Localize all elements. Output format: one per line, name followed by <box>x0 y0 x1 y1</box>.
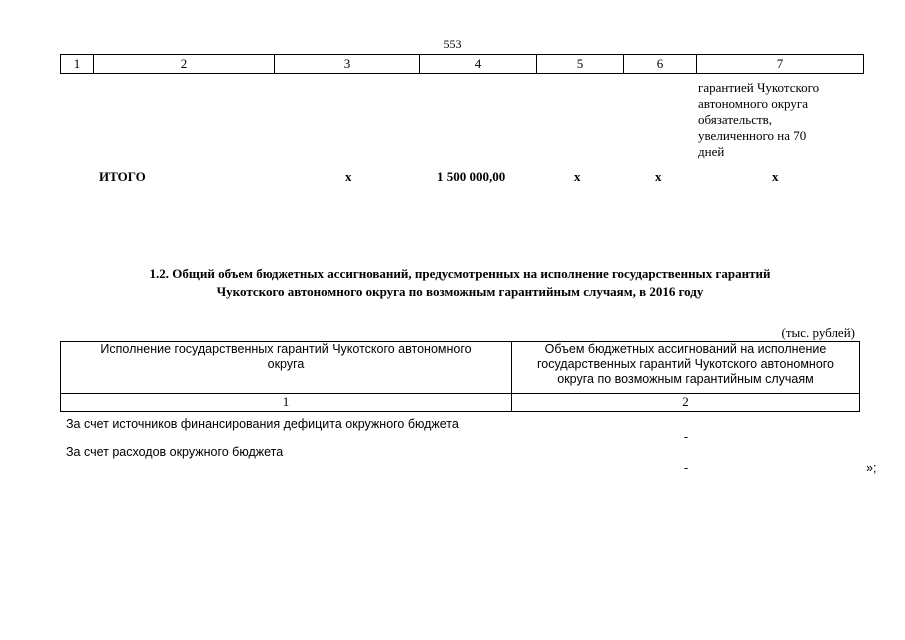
total-label: ИТОГО <box>99 169 146 184</box>
unit-label: (тыс. рублей) <box>781 325 855 340</box>
header-volume <box>512 342 860 394</box>
page-number: 553 <box>443 37 462 51</box>
row-label-expenses: За счет расходов окружного бюджета <box>66 445 284 459</box>
guarantee-text-line: увеличенного на 70 <box>698 128 807 143</box>
guarantee-text <box>698 80 858 160</box>
column-number-cell: 2 <box>94 55 275 74</box>
allocation-table <box>60 341 860 412</box>
total-col5: х <box>574 169 581 184</box>
total-col3: х <box>345 169 352 184</box>
total-col7: х <box>772 169 779 184</box>
guarantee-text-line: гарантией Чукотского <box>698 80 820 95</box>
guarantee-text-line: дней <box>698 144 725 159</box>
header-line: Исполнение государственных гарантий Чукотского автономного <box>100 342 472 356</box>
header-line: округа по возможным гарантийным случаям <box>557 372 814 386</box>
section-heading-line: 1.2. Общий объем бюджетных ассигнований, предусмотренных на исполнение государственных гарантий <box>149 266 771 281</box>
column-number-cell: 2 <box>512 394 860 412</box>
header-line: Объем бюджетных ассигнований на исполнение <box>544 342 827 356</box>
column-number-cell: 7 <box>697 55 864 74</box>
row-value-expenses: - <box>684 461 689 475</box>
guarantee-text-line: обязательств, <box>698 112 773 127</box>
row-value-deficit: - <box>684 430 689 444</box>
column-number-row <box>61 55 864 74</box>
column-number-cell: 3 <box>275 55 420 74</box>
column-numbers-table <box>60 54 864 74</box>
column-number-cell: 5 <box>537 55 624 74</box>
column-number-cell: 6 <box>624 55 697 74</box>
section-heading-line: Чукотского автономного округа по возможным гарантийным случаям, в 2016 году <box>216 284 704 299</box>
closing-quote: »; <box>866 461 877 475</box>
header-execution <box>61 342 512 394</box>
header-line: государственных гарантий Чукотского автономного <box>536 357 835 371</box>
allocation-number-row <box>61 394 860 412</box>
column-number-cell: 4 <box>420 55 537 74</box>
column-number-cell: 1 <box>61 394 512 412</box>
allocation-header-row <box>61 342 860 394</box>
total-amount: 1 500 000,00 <box>437 169 506 184</box>
guarantee-text-line: автономного округа <box>698 96 808 111</box>
section-heading <box>60 265 860 301</box>
row-label-deficit: За счет источников финансирования дефицита окружного бюджета <box>66 417 459 431</box>
total-col6: х <box>655 169 662 184</box>
header-line: округа <box>267 357 305 371</box>
column-number-cell: 1 <box>61 55 94 74</box>
